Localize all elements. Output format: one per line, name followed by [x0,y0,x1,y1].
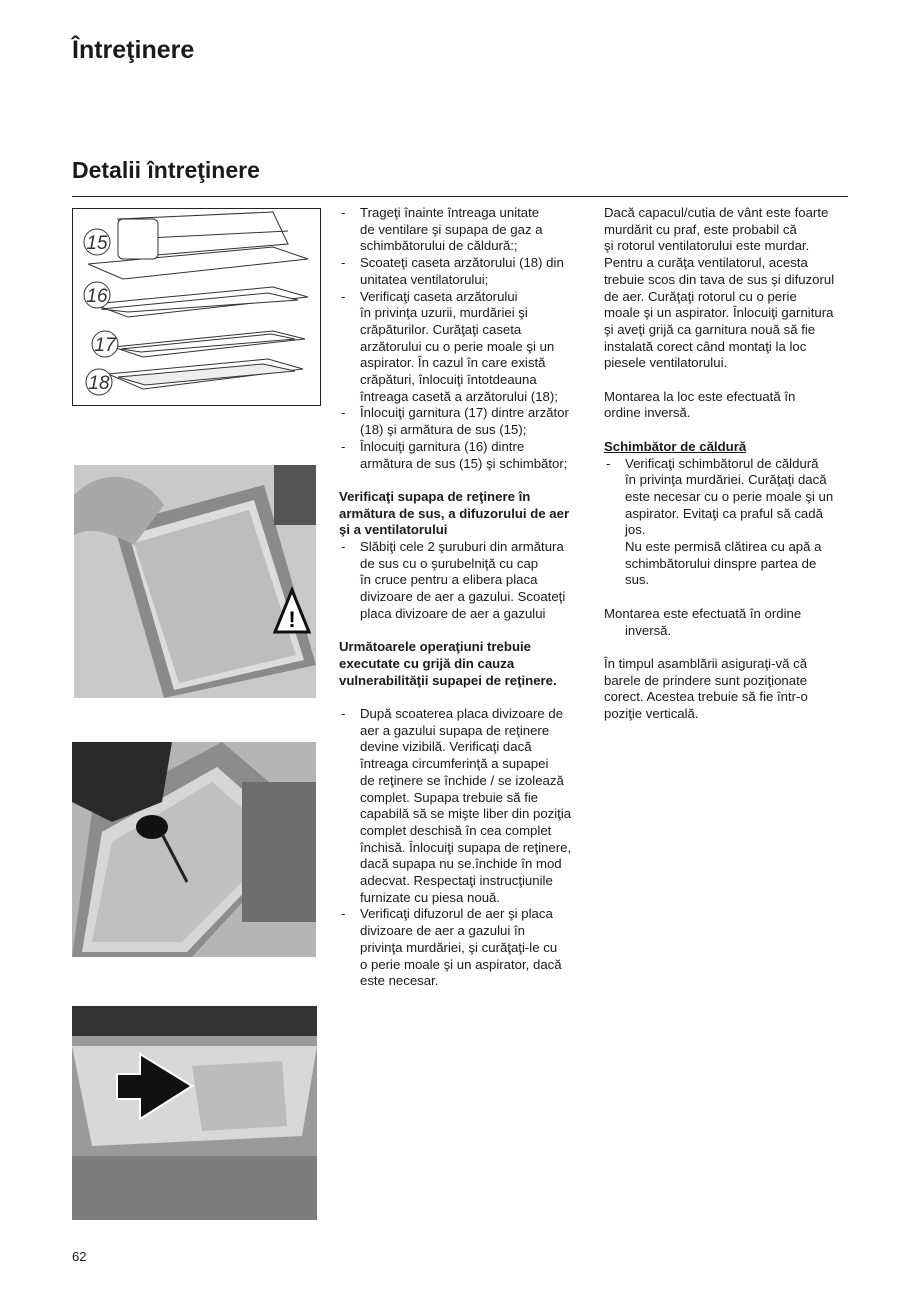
list-item: - Scoateţi caseta arzătorului (18) din unitatea ventilatorului; [339,255,589,288]
paragraph-reassembly: Montarea la loc este efectuată în ordine inversă. [604,388,796,421]
paragraph-mounting-bars: În timpul asamblării asiguraţi-vă că barele de prindere sunt poziţionate corect. Acestea trebuie să fie într-o poziţie verticală. [604,655,808,722]
column-middle [339,205,589,990]
list-item: - Verificaţi difuzorul de aer şi placa divizoare de aer a gazului în privinţa murdăriei, şi curăţaţi-le cu o perie moale şi un aspirator, dacă este necesar. [339,906,589,990]
part-label-16: 16 [86,286,108,307]
photo-removing-plate [74,465,316,698]
column-right [604,205,854,723]
list-item: - Slăbiţi cele 2 şuruburi din armătura de sus cu o şurubelniţă cu cap în cruce pentru a elibera placa divizoare de aer a gazului. Scoateţi placa divizoare de aer a gazului [339,539,589,623]
subheading-heat-exchanger: Schimbător de căldură [604,438,747,454]
list-item: - Trageţi înainte întreaga unitate de ventilare şi supapa de gaz a schimbătorului de căldură:; [339,205,589,255]
list-item: - Verificaţi caseta arzătorului în privinţa uzurii, murdăriei şi crăpăturilor. Curăţaţi caseta arzătorului cu o perie moale şi un aspirator. În cazul în care există crăpături, înlocuiţi întotdeauna întreaga casetă a arzătorului (18); [339,289,589,406]
svg-text:!: ! [288,607,296,632]
photo-check-valve [72,742,316,957]
part-label-15: 15 [86,233,108,254]
page-title: Întreţinere [72,36,195,64]
paragraph-fan: Dacă capacul/cutia de vânt este foarte murdărit cu praf, este probabil că şi rotorul ventilatorului este murdar. Pentru a curăţa ventilatorul, acesta trebuie scos din tava de sus şi difuzorul de aer. Curăţaţi rotorul cu o perie moale şi un aspirator. Înlocuiţi garnitura şi aveţi grijă ca garnitura nouă să fie instalată corect când montaţi la loc piesele ventilatorului. [604,205,835,371]
list-item: - Înlocuiţi garnitura (16) dintre armătura de sus (15) şi schimbător; [339,439,589,472]
section-divider [72,196,848,197]
section-title: Detalii întreţinere [72,157,260,183]
exploded-diagram [72,208,321,406]
burner-parts-drawing [73,209,320,405]
part-label-18: 18 [88,373,110,394]
part-label-17: 17 [94,335,116,356]
list-item: - Înlocuiţi garnitura (17) dintre arzător (18) şi armătura de sus (15); [339,405,589,438]
subheading-check-valve: Verificaţi supapa de reţinere în armătura de sus, a difuzorului de aer şi a ventilatorului [339,488,570,538]
page-number: 62 [72,1249,87,1264]
subheading-caution: Următoarele operaţiuni trebuie executate cu grijă din cauza vulnerabilităţii supapei de reţinere. [339,639,557,688]
paragraph-assembly-order: Montarea este efectuată în ordine inversă. [604,605,802,638]
list-item: - Verificaţi schimbătorul de căldură în privinţa murdăriei. Curăţaţi dacă este necesar cu o perie moale şi un aspirator. Evitaţi ca praful să cadă jos. Nu este permisă clătirea cu apă a schimbătorului dinspre partea de sus. [604,456,854,590]
list-item: - După scoaterea placa divizoare de aer a gazului supapa de reţinere devine vizibilă. Verificaţi dacă întreaga circumferinţă a supapei de reţinere se închide / se izolează complet. Supapa trebuie să fie capabilă să se mişte liber din poziţia complet deschisă în cea complet închisă. Înlocuiţi supapa de reţinere, dacă supapa nu se.închide în mod adecvat. Respectaţi instrucţiunile furnizate cu piesa nouă. [339,706,589,906]
photo-heat-exchanger-arrow [72,1006,317,1220]
